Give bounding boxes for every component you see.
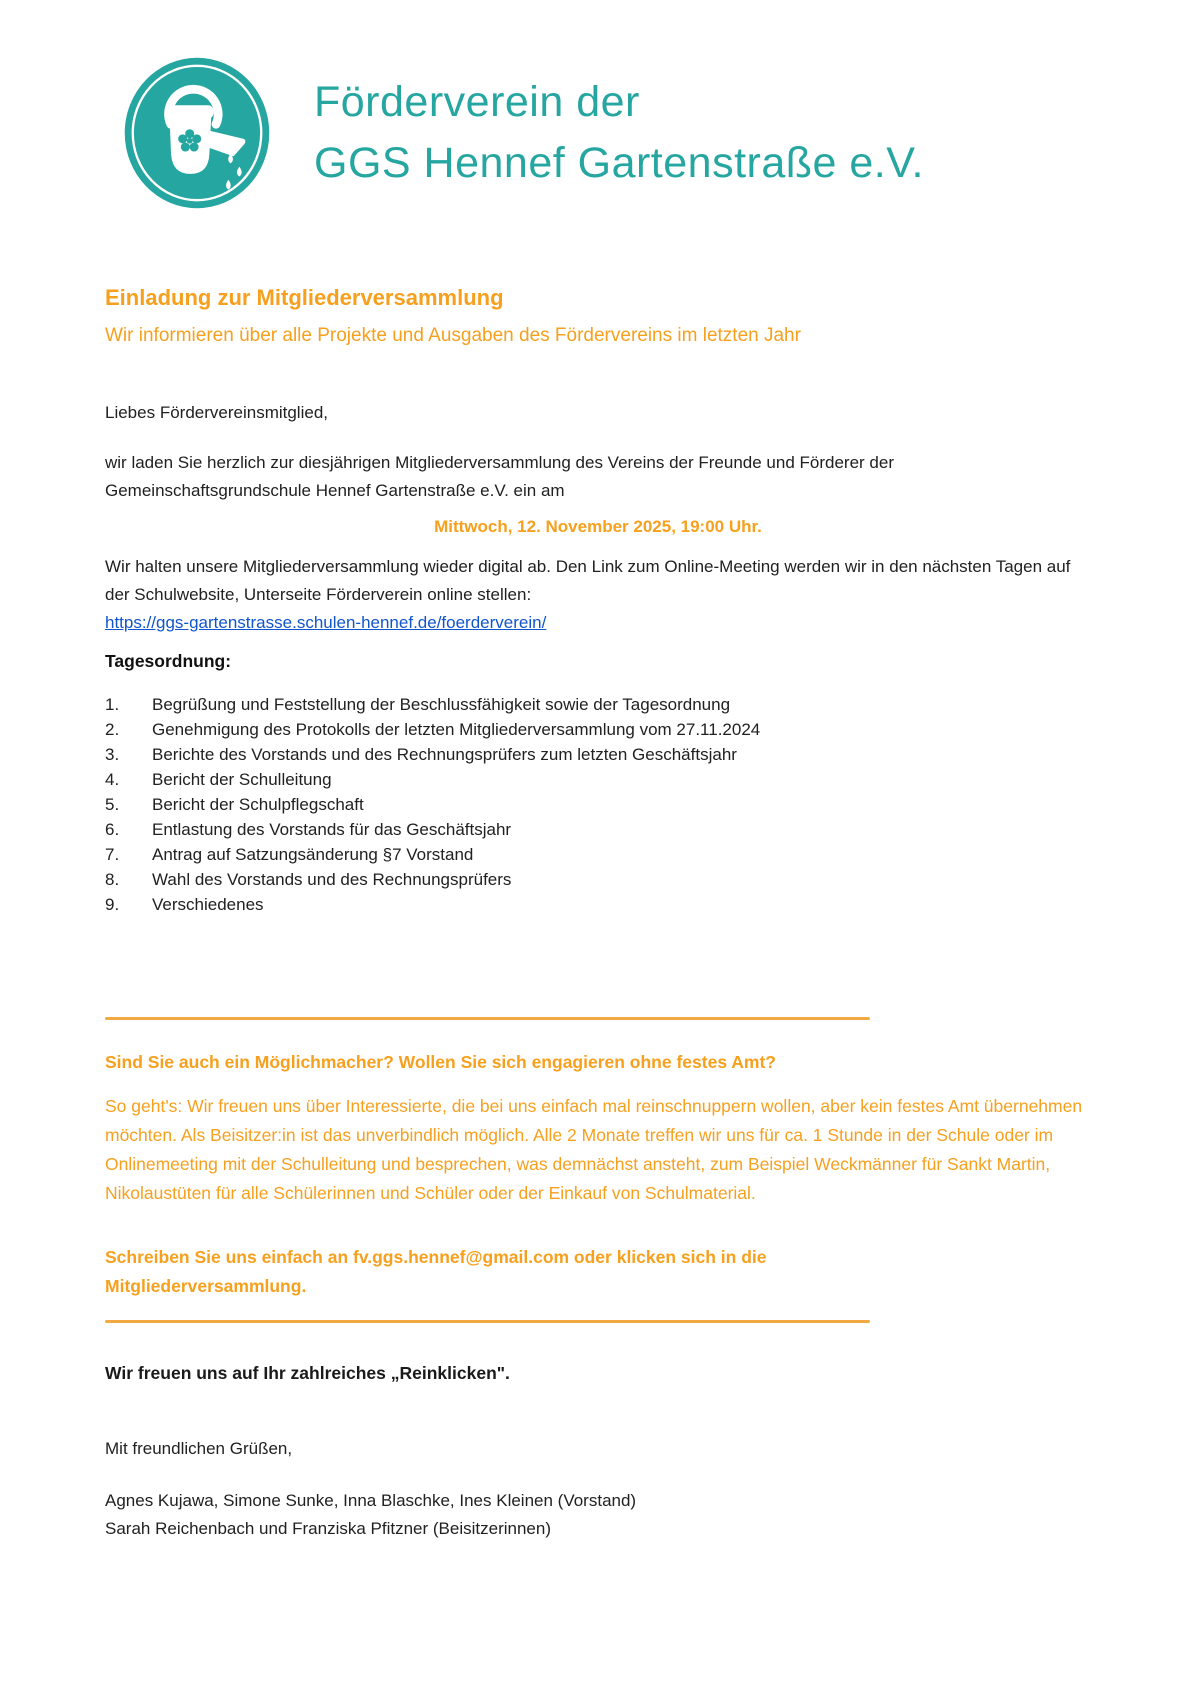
agenda-item-text: Entlastung des Vorstands für das Geschäftsjahr bbox=[152, 820, 512, 839]
agenda-item-text: Bericht der Schulpflegschaft bbox=[152, 795, 364, 814]
link-line bbox=[105, 609, 1091, 637]
org-name-line1: Förderverein der bbox=[314, 78, 640, 126]
digital-meeting-paragraph: Wir halten unsere Mitgliederversammlung wieder digital ab. Den Link zum Online-Meeting werden wir in den nächsten Tagen auf der Schulwebsite, Unterseite Förderverein online stellen: bbox=[105, 557, 1071, 604]
agenda-item-number: 3. bbox=[105, 745, 120, 764]
agenda-item-text: Berichte des Vorstands und des Rechnungsprüfers zum letzten Geschäftsjahr bbox=[152, 745, 737, 764]
agenda-item bbox=[105, 792, 1091, 817]
engagement-question: Sind Sie auch ein Möglichmacher? Wollen Sie sich engagieren ohne festes Amt? bbox=[105, 1052, 776, 1072]
agenda-item-number: 5. bbox=[105, 795, 120, 814]
agenda-item bbox=[105, 717, 1091, 742]
signature-beisitzerinnen: Sarah Reichenbach und Franziska Pfitzner (Beisitzerinnen) bbox=[105, 1519, 552, 1538]
salutation: Liebes Fördervereinsmitglied, bbox=[105, 403, 328, 422]
org-name-line2: GGS Hennef Gartenstraße e.V. bbox=[314, 139, 924, 187]
agenda-item-number: 6. bbox=[105, 820, 120, 839]
agenda-item-number: 1. bbox=[105, 695, 120, 714]
agenda-item bbox=[105, 767, 1091, 792]
foerderverein-link[interactable]: https://ggs-gartenstrasse.schulen-hennef.de/foerderverein/ bbox=[105, 613, 547, 632]
agenda-item bbox=[105, 692, 1091, 717]
agenda-item-text: Wahl des Vorstands und des Rechnungsprüfers bbox=[152, 870, 512, 889]
letter-content bbox=[0, 285, 1191, 1543]
agenda-item bbox=[105, 817, 1091, 842]
greeting: Mit freundlichen Grüßen, bbox=[105, 1439, 293, 1458]
divider-line-1 bbox=[105, 1017, 870, 1020]
agenda-item-text: Genehmigung des Protokolls der letzten Mitgliederversammlung vom 27.11.2024 bbox=[152, 720, 761, 739]
agenda-item bbox=[105, 842, 1091, 867]
meeting-date-line: Mittwoch, 12. November 2025, 19:00 Uhr. bbox=[434, 517, 762, 536]
agenda-list bbox=[105, 692, 1091, 917]
agenda-title: Tagesordnung: bbox=[105, 651, 232, 671]
agenda-item-text: Verschiedenes bbox=[152, 895, 264, 914]
agenda-item-number: 8. bbox=[105, 870, 120, 889]
intro-paragraph: wir laden Sie herzlich zur diesjährigen Mitgliederversammlung des Vereins der Freunde und Förderer der Gemeinschaftsgrundschule Hennef Gartenstraße e.V. ein am bbox=[105, 453, 894, 500]
letter-subtitle: Wir informieren über alle Projekte und Ausgaben des Fördervereins im letzten Jahr bbox=[105, 325, 801, 346]
agenda-item-number: 2. bbox=[105, 720, 120, 739]
org-name bbox=[314, 72, 924, 194]
agenda-item-text: Antrag auf Satzungsänderung §7 Vorstand bbox=[152, 845, 474, 864]
agenda-item-text: Bericht der Schulleitung bbox=[152, 770, 332, 789]
closing-statement: Wir freuen uns auf Ihr zahlreiches „Reinklicken". bbox=[105, 1363, 510, 1383]
engagement-cta: Schreiben Sie uns einfach an fv.ggs.hennef@gmail.com oder klicken sich in die Mitgliederversammlung. bbox=[105, 1247, 767, 1296]
letter-title: Einladung zur Mitgliederversammlung bbox=[105, 285, 504, 310]
watering-can-icon bbox=[124, 55, 270, 211]
agenda-item-number: 7. bbox=[105, 845, 120, 864]
logo-header bbox=[0, 0, 1191, 211]
signature-block bbox=[105, 1487, 1091, 1543]
agenda-item bbox=[105, 742, 1091, 767]
agenda-item-number: 4. bbox=[105, 770, 120, 789]
agenda-item bbox=[105, 867, 1091, 892]
divider-line-2 bbox=[105, 1320, 870, 1323]
signature-vorstand: Agnes Kujawa, Simone Sunke, Inna Blaschke, Ines Kleinen (Vorstand) bbox=[105, 1491, 637, 1510]
agenda-item-text: Begrüßung und Feststellung der Beschlussfähigkeit sowie der Tagesordnung bbox=[152, 695, 731, 714]
agenda-item-number: 9. bbox=[105, 895, 120, 914]
agenda-item bbox=[105, 892, 1091, 917]
engagement-how-it-works: So geht's: Wir freuen uns über Interessierte, die bei uns einfach mal reinschnuppern wollen, aber kein festes Amt übernehmen möchten. Als Beisitzer:in ist das unverbindlich möglich. Alle 2 Monate treffen wir uns für ca. 1 Stunde in der Schule oder im Onlinemeeting mit der Schulleitung und besprechen, was demnächst ansteht, zum Beispiel Weckmänner für Sankt Martin, Nikolaustüten für alle Schülerinnen und Schüler oder der Einkauf von Schulmaterial. bbox=[105, 1096, 1083, 1203]
